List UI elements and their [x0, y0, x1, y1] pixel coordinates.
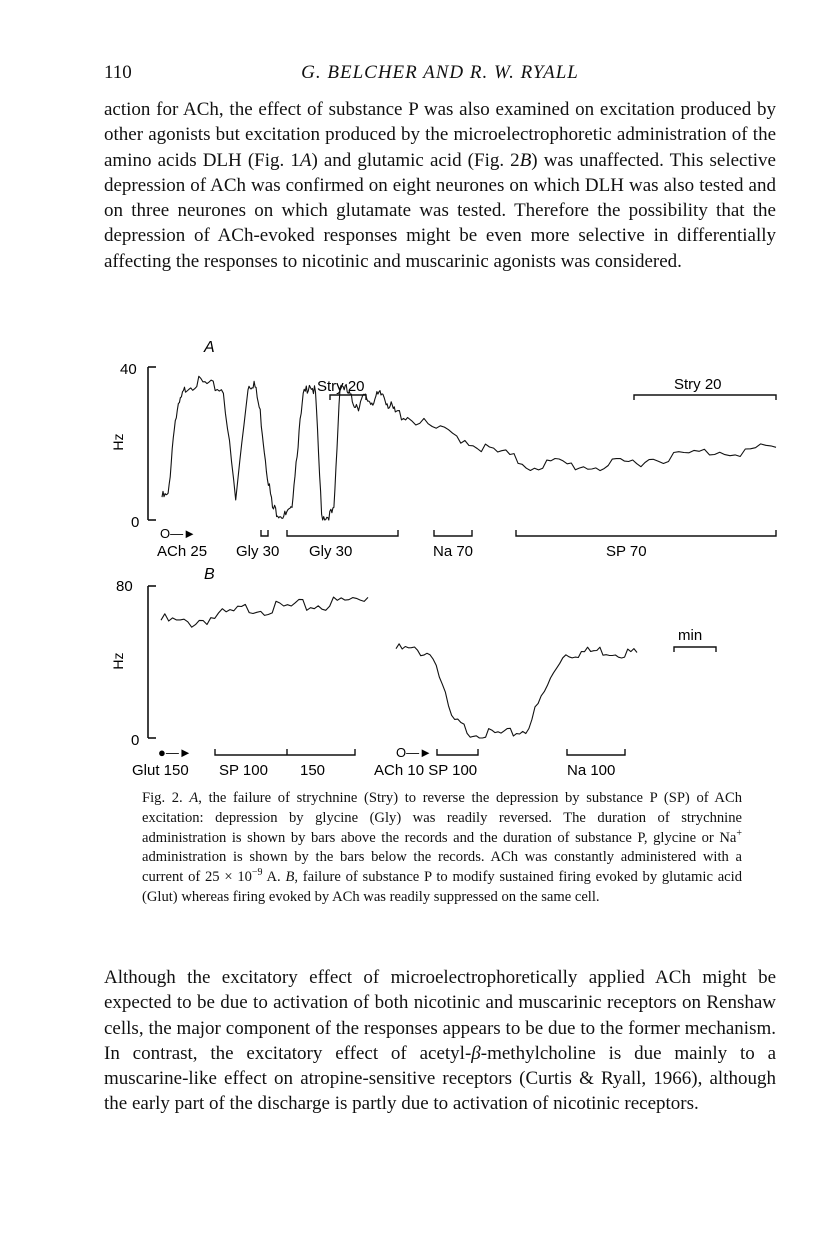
stry-bar-2: [634, 395, 776, 400]
stry-label-2: Stry 20: [674, 376, 722, 393]
label-150: 150: [300, 762, 326, 779]
label-sp-70: SP 70: [606, 543, 647, 560]
label-gly-30-b: Gly 30: [309, 543, 353, 560]
figure-svg: [0, 335, 816, 785]
stry-label-1: Stry 20: [317, 378, 365, 395]
page-header: [104, 62, 776, 90]
stry-bar-1: [330, 395, 366, 400]
panel-a-trace: [162, 376, 776, 520]
caption-a-label: A: [189, 790, 199, 806]
scale-bar: [674, 647, 716, 652]
para2-text-b: -methylcholine is due mainly to a muscarine-like effect on atropine-sensitive receptors (Curtis & Ryall, 1966), although the early part of the discharge is partly due to activation of nicotinic receptors.: [104, 1042, 776, 1115]
panel-b-y-max: 80: [116, 578, 133, 595]
sp-bar-b: [215, 749, 355, 755]
caption-sup-exp: −9: [251, 867, 263, 879]
panel-b-trace-ach: [396, 644, 637, 738]
para1-text-c: ) was unaffected. This selective depression of ACh was confirmed on eight neurones on which DLH was also tested and on three neurones on which glutamate was tested. Therefore the possibility that the depression of ACh-evoked responses might be even more selective in differentially affecting the responses to nicotinic and muscarinic agonists was considered.: [104, 149, 776, 272]
ach-start-marker-b: O—►: [396, 745, 432, 760]
para1-ref-b: B: [519, 149, 532, 171]
label-ach-10-sp-100: ACh 10 SP 100: [374, 762, 478, 779]
glut-start-marker: ●—►: [158, 745, 192, 760]
label-ach-25: ACh 25: [157, 543, 208, 560]
para1-text-b: ) and glutamic acid (Fig. 2: [311, 149, 520, 171]
running-title: G. BELCHER AND R. W. RYALL: [301, 62, 579, 83]
body-paragraph-2: [104, 965, 776, 1117]
panel-b-label: B: [204, 566, 215, 583]
panel-b-y-min: 0: [131, 732, 140, 749]
caption-b-label: B: [285, 869, 295, 886]
page-number: 110: [104, 62, 132, 83]
caption-text-1: , the failure of strychnine (Stry) to reverse the depression by substance P (SP) of ACh excitation: depression by glycine (Gly) was readily reversed. The duration of strychnine administration is shown by bars above the records and the duration of substance P, glycine or Na: [142, 790, 743, 846]
label-glut-150: Glut 150: [132, 762, 189, 779]
figure-2: [0, 335, 816, 785]
na-bar-b: [567, 749, 625, 755]
gly-bar-1: [261, 530, 268, 536]
label-na-100: Na 100: [567, 762, 616, 779]
para1-text-a: action for ACh, the effect of substance P was also examined on excitation produced by other agonists but excitation produced by the microelectrophoretic administration of the amino acids DLH (Fig. 1: [104, 99, 776, 171]
caption-text-3: A.: [262, 869, 286, 886]
ach-start-marker: O—►: [160, 526, 196, 541]
sp-bar-a: [516, 530, 776, 536]
caption-text-4: , failure of substance P to modify sustained firing evoked by glutamic acid (Glut) whereas firing evoked by ACh was readily suppressed on the same cell.: [142, 869, 742, 905]
panel-b-trace-glut: [161, 597, 368, 627]
para1-ref-a: A: [299, 149, 312, 171]
caption-sup-plus: +: [736, 827, 742, 839]
para2-text-a: Although the excitatory effect of microelectrophoretically applied ACh might be expected to be due to activation of both nicotinic and muscarinic receptors on Renshaw cells, the major component of the responses appears to be due to the former mechanism. In contrast, the excitatory effect of acetyl-: [104, 967, 776, 1064]
panel-a-label: A: [204, 339, 215, 356]
gly-bar-2: [287, 530, 398, 536]
panel-a-y-max: 40: [120, 361, 137, 378]
para2-beta: β: [471, 1042, 481, 1064]
panel-a-y-unit: Hz: [110, 433, 126, 451]
panel-a-y-min: 0: [131, 514, 140, 531]
label-gly-30-a: Gly 30: [236, 543, 280, 560]
na-bar-a: [434, 530, 472, 536]
scale-label: min: [678, 627, 703, 644]
caption-text-2: administration is shown by the bars below the records. ACh was constantly administered with a current of 25 × 10: [142, 849, 742, 886]
figure-caption: [142, 789, 742, 908]
panel-b-y-unit: Hz: [110, 652, 126, 670]
label-na-70: Na 70: [433, 543, 474, 560]
caption-fig-label: Fig. 2.: [142, 790, 190, 806]
label-sp-100: SP 100: [219, 762, 268, 779]
body-paragraph-1: [104, 97, 776, 274]
sp-bar-b2: [437, 749, 478, 755]
